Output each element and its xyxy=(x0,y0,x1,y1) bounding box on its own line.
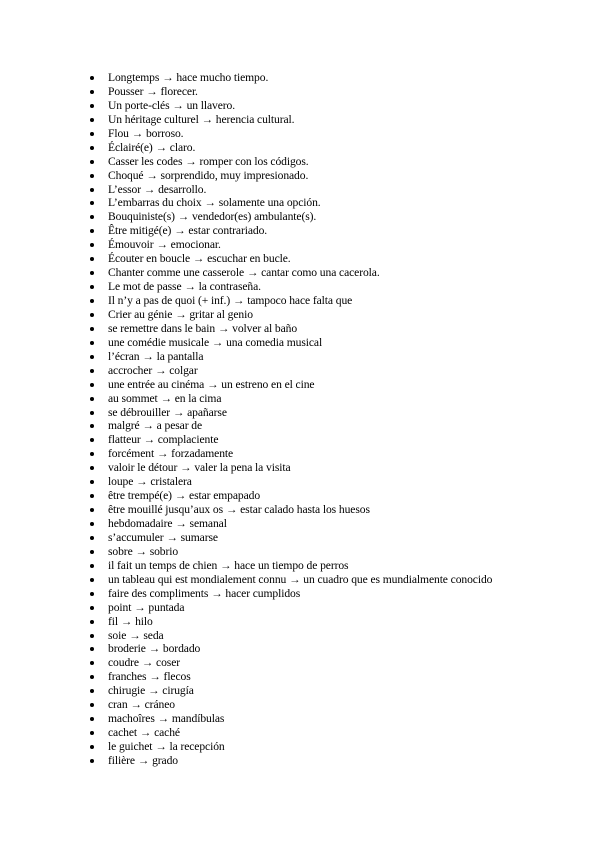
bullet-icon xyxy=(90,369,94,373)
bullet-icon xyxy=(90,717,94,721)
bullet-icon xyxy=(90,466,94,470)
bullet-icon xyxy=(90,271,94,275)
list-item xyxy=(86,587,492,601)
bullet-icon xyxy=(90,759,94,763)
vocabulary-entry: broderie → bordado xyxy=(108,642,201,656)
vocabulary-entry: Il n’y a pas de quoi (+ inf.) → tampoco hace falta que xyxy=(108,294,353,307)
vocabulary-entry: Chanter comme une casserole → cantar como una cacerola. xyxy=(108,266,380,280)
list-item xyxy=(86,406,492,420)
list-item xyxy=(86,712,492,726)
vocabulary-entry: Flou → borroso. xyxy=(108,126,184,140)
vocabulary-entry: Émouvoir → emocionar. xyxy=(108,238,221,252)
list-item xyxy=(86,503,492,517)
bullet-icon xyxy=(90,494,94,498)
list-item xyxy=(86,531,492,545)
vocabulary-entry: Un héritage culturel → herencia cultural. xyxy=(108,112,295,126)
vocabulary-entry: L’essor → desarrollo. xyxy=(108,182,207,196)
list-item xyxy=(86,336,492,350)
vocabulary-entry: chirugie → cirugía xyxy=(108,684,194,698)
vocabulary-list xyxy=(86,71,492,768)
vocabulary-entry: accrocher → colgar xyxy=(108,363,198,377)
vocabulary-entry: une comédie musicale → una comedia musical xyxy=(108,335,323,349)
list-item xyxy=(86,266,492,280)
vocabulary-entry: sobre → sobrio xyxy=(108,544,179,558)
bullet-icon xyxy=(90,215,94,219)
list-item xyxy=(86,392,492,406)
bullet-icon xyxy=(90,424,94,428)
list-item xyxy=(86,419,492,433)
list-item xyxy=(86,252,492,266)
vocabulary-entry: il fait un temps de chien → hace un tiempo de perros xyxy=(108,558,349,572)
bullet-icon xyxy=(90,480,94,484)
bullet-icon xyxy=(90,703,94,707)
list-item xyxy=(86,127,492,141)
vocabulary-entry: point → puntada xyxy=(108,600,185,614)
vocabulary-entry: le guichet → la recepción xyxy=(108,740,225,753)
list-item xyxy=(86,726,492,740)
list-item xyxy=(86,280,492,294)
list-item xyxy=(86,698,492,712)
vocabulary-entry: se remettre dans le bain → volver al baño xyxy=(108,321,298,335)
vocabulary-entry: fil → hilo xyxy=(108,614,153,628)
bullet-icon xyxy=(90,243,94,247)
bullet-icon xyxy=(90,508,94,512)
vocabulary-entry: Crier au génie → gritar al genio xyxy=(108,307,253,321)
list-item xyxy=(86,656,492,670)
list-item xyxy=(86,684,492,698)
list-item xyxy=(86,71,492,85)
bullet-icon xyxy=(90,536,94,540)
list-item xyxy=(86,615,492,629)
vocabulary-entry: forcément → forzadamente xyxy=(108,447,234,461)
list-item xyxy=(86,629,492,643)
vocabulary-entry: coudre → coser xyxy=(108,656,180,670)
list-item xyxy=(86,196,492,210)
bullet-icon xyxy=(90,661,94,665)
bullet-icon xyxy=(90,160,94,164)
list-item xyxy=(86,322,492,336)
list-item xyxy=(86,475,492,489)
vocabulary-entry: faire des compliments → hacer cumplidos xyxy=(108,586,301,600)
bullet-icon xyxy=(90,647,94,651)
bullet-icon xyxy=(90,383,94,387)
list-item xyxy=(86,642,492,656)
bullet-icon xyxy=(90,578,94,582)
bullet-icon xyxy=(90,118,94,122)
list-item xyxy=(86,364,492,378)
vocabulary-entry: valoir le détour → valer la pena la visita xyxy=(108,461,291,475)
list-item xyxy=(86,113,492,127)
list-item xyxy=(86,433,492,447)
bullet-icon xyxy=(90,355,94,359)
list-item xyxy=(86,141,492,155)
bullet-icon xyxy=(90,285,94,289)
list-item xyxy=(86,489,492,503)
vocabulary-entry: soie → seda xyxy=(108,628,164,642)
list-item xyxy=(86,169,492,183)
vocabulary-entry: Le mot de passe → la contraseña. xyxy=(108,280,261,294)
bullet-icon xyxy=(90,550,94,554)
bullet-icon xyxy=(90,201,94,205)
vocabulary-entry: être mouillé jusqu’aux os → estar calado hasta los huesos xyxy=(108,503,370,517)
bullet-icon xyxy=(90,606,94,610)
vocabulary-entry: Un porte-clés → un llavero. xyxy=(108,98,236,112)
vocabulary-entry: Choqué → sorprendido, muy impresionado. xyxy=(108,168,309,182)
bullet-icon xyxy=(90,341,94,345)
vocabulary-entry: Être mitigé(e) → estar contrariado. xyxy=(108,224,268,238)
list-item xyxy=(86,224,492,238)
bullet-icon xyxy=(90,675,94,679)
bullet-icon xyxy=(90,522,94,526)
vocabulary-entry: Pousser → florecer. xyxy=(108,84,198,98)
bullet-icon xyxy=(90,229,94,233)
bullet-icon xyxy=(90,564,94,568)
vocabulary-entry: franches → flecos xyxy=(108,670,191,684)
list-item xyxy=(86,378,492,392)
list-item xyxy=(86,350,492,364)
list-item xyxy=(86,573,492,587)
vocabulary-entry: un tableau qui est mondialement connu → un cuadro que es mundialmente conocido xyxy=(108,572,493,586)
bullet-icon xyxy=(90,397,94,401)
bullet-icon xyxy=(90,745,94,749)
list-item xyxy=(86,545,492,559)
vocabulary-entry: Écouter en boucle → escuchar en bucle. xyxy=(108,252,291,266)
bullet-icon xyxy=(90,620,94,624)
list-item xyxy=(86,308,492,322)
list-item xyxy=(86,85,492,99)
vocabulary-entry: L’embarras du choix → solamente una opción. xyxy=(108,196,321,210)
list-item xyxy=(86,740,492,754)
list-item xyxy=(86,447,492,461)
list-item xyxy=(86,155,492,169)
bullet-icon xyxy=(90,146,94,150)
vocabulary-entry: malgré → a pesar de xyxy=(108,419,203,433)
vocabulary-entry: Bouquiniste(s) → vendedor(es) ambulante(s). xyxy=(108,210,317,224)
list-item xyxy=(86,601,492,615)
list-item xyxy=(86,461,492,475)
bullet-icon xyxy=(90,634,94,638)
list-item xyxy=(86,754,492,768)
vocabulary-entry: loupe → cristalera xyxy=(108,475,192,489)
bullet-icon xyxy=(90,592,94,596)
vocabulary-entry: être trempé(e) → estar empapado xyxy=(108,489,261,503)
vocabulary-entry: Éclairé(e) → claro. xyxy=(108,140,196,154)
bullet-icon xyxy=(90,327,94,331)
bullet-icon xyxy=(90,188,94,192)
vocabulary-entry: cachet → caché xyxy=(108,726,180,740)
vocabulary-entry: au sommet → en la cima xyxy=(108,391,222,405)
list-item xyxy=(86,99,492,113)
bullet-icon xyxy=(90,689,94,693)
bullet-icon xyxy=(90,76,94,80)
bullet-icon xyxy=(90,731,94,735)
vocabulary-entry: Longtemps → hace mucho tiempo. xyxy=(108,71,269,84)
bullet-icon xyxy=(90,90,94,94)
bullet-icon xyxy=(90,104,94,108)
vocabulary-entry: hebdomadaire → semanal xyxy=(108,517,227,530)
list-item xyxy=(86,559,492,573)
bullet-icon xyxy=(90,174,94,178)
bullet-icon xyxy=(90,411,94,415)
bullet-icon xyxy=(90,313,94,317)
vocabulary-entry: cran → cráneo xyxy=(108,698,175,712)
vocabulary-entry: s’accumuler → sumarse xyxy=(108,530,218,544)
vocabulary-entry: une entrée au cinéma → un estreno en el cine xyxy=(108,377,315,391)
list-item xyxy=(86,183,492,197)
list-item xyxy=(86,210,492,224)
vocabulary-entry: flatteur → complaciente xyxy=(108,433,219,447)
bullet-icon xyxy=(90,257,94,261)
vocabulary-entry: l’écran → la pantalla xyxy=(108,349,204,363)
list-item xyxy=(86,670,492,684)
vocabulary-entry: Casser les codes → romper con los códigos. xyxy=(108,154,309,168)
bullet-icon xyxy=(90,132,94,136)
bullet-icon xyxy=(90,438,94,442)
list-item xyxy=(86,238,492,252)
list-item xyxy=(86,517,492,531)
vocabulary-entry: filière → grado xyxy=(108,753,178,767)
vocabulary-entry: se débrouiller → apañarse xyxy=(108,405,227,419)
bullet-icon xyxy=(90,299,94,303)
vocabulary-entry: machoîres → mandíbulas xyxy=(108,712,225,726)
list-item xyxy=(86,294,492,308)
bullet-icon xyxy=(90,452,94,456)
